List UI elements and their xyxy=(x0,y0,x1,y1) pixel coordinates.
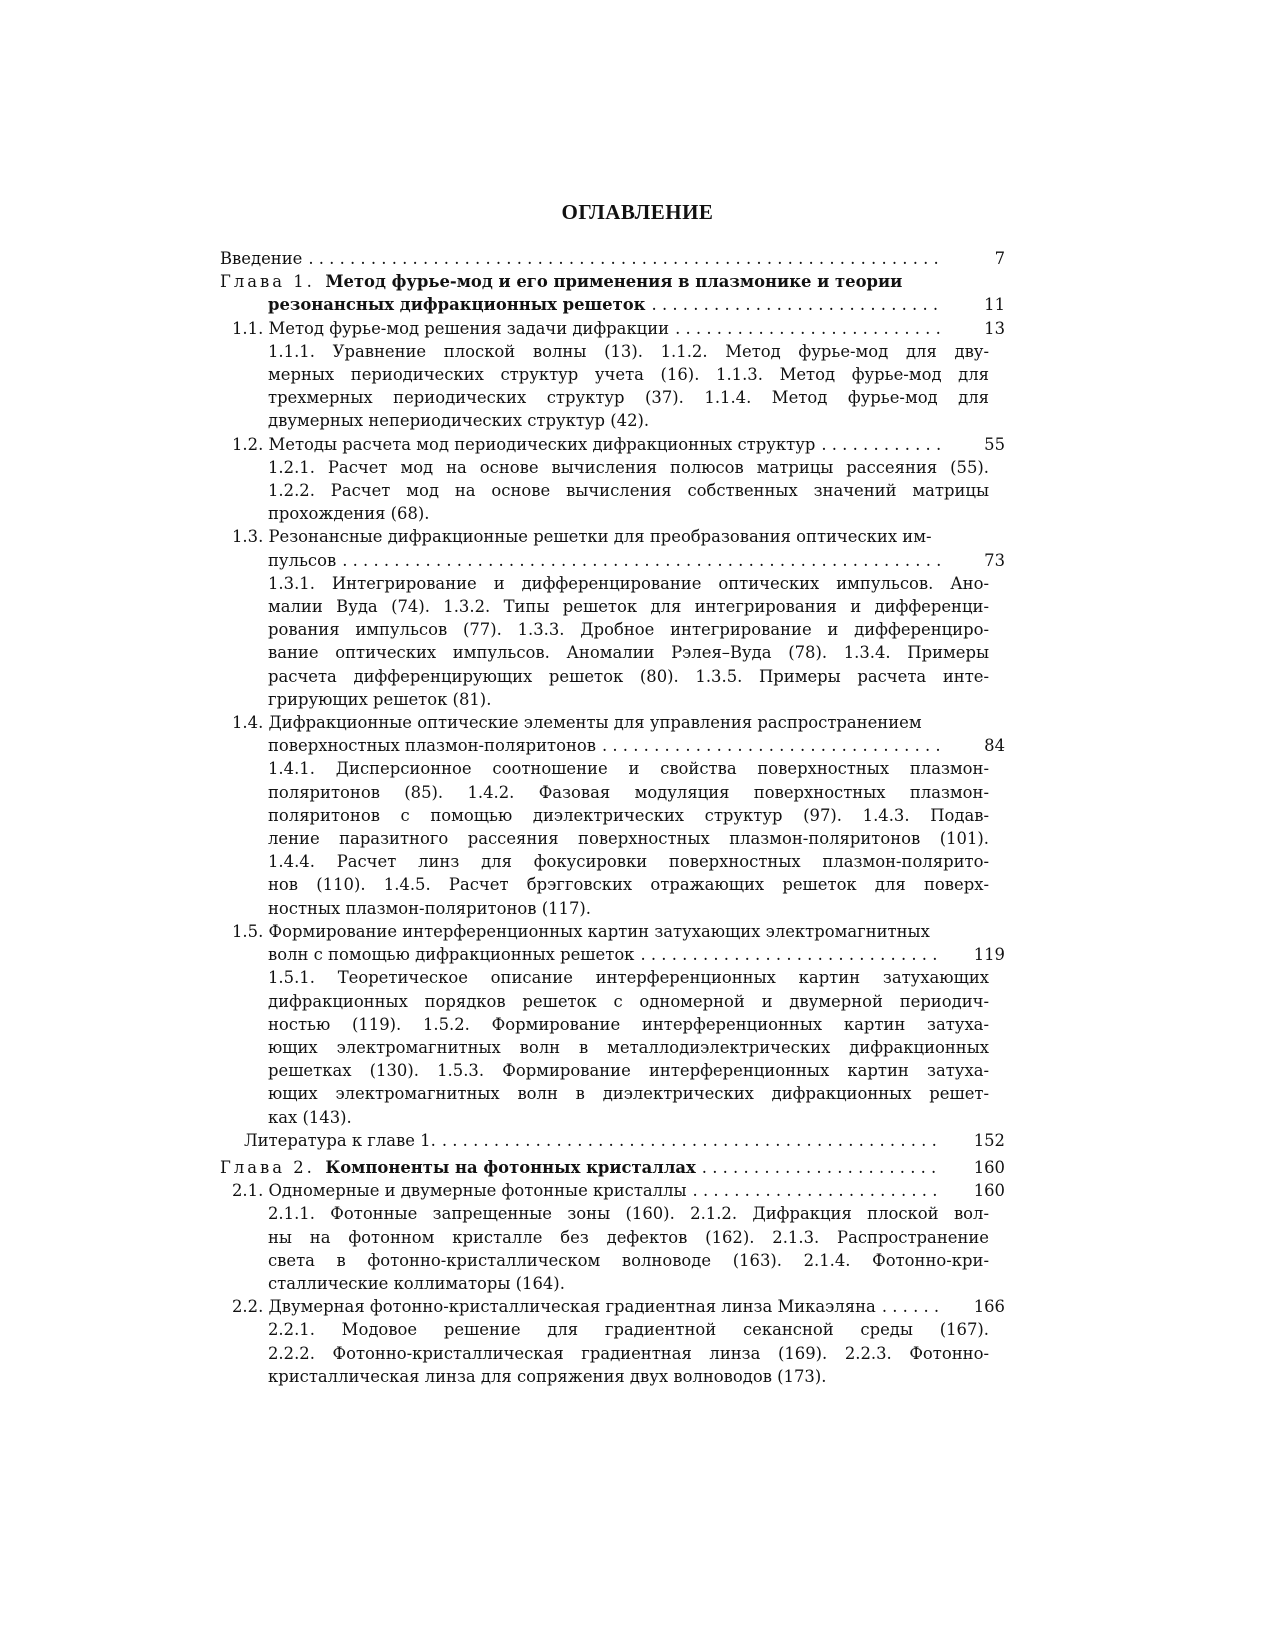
subsection-line: мерных периодических структур учета (16). 1.1.3. Метод фурье-мод для xyxy=(268,365,989,385)
section-title-line: 1.5. Формирование интерференционных картин затухающих электромагнитных xyxy=(232,921,930,941)
subsection-line: ющих электромагнитных волн в металлодиэлектрических дифракционных xyxy=(268,1037,989,1057)
chapter-title-line: резонансных дифракционных решеток xyxy=(268,295,646,315)
dot-leader xyxy=(693,1179,941,1202)
page-number: 160 xyxy=(973,1157,1005,1177)
subsection-line: нов (110). 1.4.5. Расчет брэгговских отражающих решеток для поверх- xyxy=(268,875,989,895)
dot-leader xyxy=(342,549,941,572)
page-number: 152 xyxy=(973,1130,1005,1150)
subsection-line: ках (143). xyxy=(268,1107,352,1127)
toc-section-1-1[interactable] xyxy=(220,317,1005,433)
subsection-line: малии Вуда (74). 1.3.2. Типы решеток для интегрирования и дифференци- xyxy=(268,597,989,617)
page-number: 55 xyxy=(984,434,1005,454)
subsection-line: 1.3.1. Интегрирование и дифференцирование оптических импульсов. Ано- xyxy=(268,573,989,593)
dot-leader xyxy=(675,317,941,340)
subsection-line: двумерных непериодических структур (42). xyxy=(268,411,650,431)
toc-chapter-1[interactable] xyxy=(220,270,1005,316)
subsection-line: света в фотонно-кристаллическом волноводе (163). 2.1.4. Фотонно-кри- xyxy=(268,1250,989,1270)
toc-chapter-2[interactable] xyxy=(220,1156,1005,1179)
subsection-line: поляритонов с помощью диэлектрических структур (97). 1.4.3. Подав- xyxy=(268,805,989,825)
section-title-line: поверхностных плазмон-поляритонов xyxy=(268,736,596,756)
table-of-contents xyxy=(220,247,1005,1388)
dot-leader xyxy=(821,433,941,456)
page-number: 119 xyxy=(973,945,1005,965)
page-title: ОГЛАВЛЕНИЕ xyxy=(561,200,714,224)
toc-section-1-3[interactable] xyxy=(220,525,1005,711)
subsection-line: поляритонов (85). 1.4.2. Фазовая модуляция поверхностных плазмон- xyxy=(268,782,989,802)
toc-section-2-1[interactable] xyxy=(220,1179,1005,1295)
subsection-line: ностных плазмон-поляритонов (117). xyxy=(268,898,592,918)
subsection-line: грирующих решеток (81). xyxy=(268,689,492,709)
subsection-line: прохождения (68). xyxy=(268,504,430,524)
page-number: 13 xyxy=(984,318,1005,338)
toc-entry-intro[interactable] xyxy=(220,247,1005,270)
toc-section-1-2[interactable] xyxy=(220,433,1005,526)
subsection-line: 2.1.1. Фотонные запрещенные зоны (160). 2.1.2. Дифракция плоской вол- xyxy=(268,1204,989,1224)
subsection-line: сталлические коллиматоры (164). xyxy=(268,1273,565,1293)
section-title: 2.2. Двумерная фотонно-кристаллическая градиентная линза Микаэляна xyxy=(232,1297,876,1317)
subsection-line: рования импульсов (77). 1.3.3. Дробное интегрирование и дифференциро- xyxy=(268,620,989,640)
subsection-line: кристаллическая линза для сопряжения двух волноводов (173). xyxy=(268,1366,827,1386)
subsection-line: 1.4.4. Расчет линз для фокусировки поверхностных плазмон-полярито- xyxy=(268,852,989,872)
dot-leader xyxy=(702,1156,941,1179)
page-number: 73 xyxy=(984,550,1005,570)
subsection-line: 2.2.2. Фотонно-кристаллическая градиентная линза (169). 2.2.3. Фотонно- xyxy=(268,1343,989,1363)
subsection-line: дифракционных порядков решеток с одномерной и двумерной периодич- xyxy=(268,991,989,1011)
dot-leader xyxy=(652,293,941,316)
dot-leader xyxy=(882,1295,941,1318)
subsection-line: расчета дифференцирующих решеток (80). 1.3.5. Примеры расчета инте- xyxy=(268,666,989,686)
section-title-line: 1.3. Резонансные дифракционные решетки для преобразования оптических им- xyxy=(232,527,932,547)
subsection-line: 1.2.2. Расчет мод на основе вычисления собственных значений матрицы xyxy=(268,481,989,501)
subsection-line: ющих электромагнитных волн в диэлектрических дифракционных решет- xyxy=(268,1084,989,1104)
chapter-title: Компоненты на фотонных кристаллах xyxy=(325,1157,696,1177)
section-title: 2.1. Одномерные и двумерные фотонные кристаллы xyxy=(232,1181,687,1201)
chapter-title-line: Метод фурье-мод и его применения в плазмонике и теории xyxy=(325,272,903,292)
subsection-line: 1.1.1. Уравнение плоской волны (13). 1.1.2. Метод фурье-мод для дву- xyxy=(268,341,989,361)
subsection-line: ление паразитного рассеяния поверхностных плазмон-поляритонов (101). xyxy=(268,829,989,849)
dot-leader xyxy=(640,943,941,966)
section-title: 1.2. Методы расчета мод периодических дифракционных структур xyxy=(232,434,816,454)
subsection-line: ны на фотонном кристалле без дефектов (162). 2.1.3. Распространение xyxy=(268,1227,989,1247)
subsection-line: вание оптических импульсов. Аномалии Рэлея–Вуда (78). 1.3.4. Примеры xyxy=(268,643,989,663)
subsection-line: ностью (119). 1.5.2. Формирование интерференционных картин затуха- xyxy=(268,1014,989,1034)
dot-leader xyxy=(602,734,941,757)
toc-entry-label: Введение xyxy=(220,249,303,268)
dot-leader xyxy=(308,247,941,270)
chapter-prefix: Глава 2. xyxy=(220,1157,315,1177)
subsection-line: 1.5.1. Теоретическое описание интерференционных картин затухающих xyxy=(268,968,989,988)
chapter-prefix: Глава 1. xyxy=(220,272,315,292)
subsection-line: 1.4.1. Дисперсионное соотношение и свойства поверхностных плазмон- xyxy=(268,759,989,779)
subsection-line: решетках (130). 1.5.3. Формирование интерференционных картин затуха- xyxy=(268,1061,989,1081)
page-number: 166 xyxy=(973,1297,1005,1317)
page-number: 84 xyxy=(984,736,1005,756)
section-title-line: волн с помощью дифракционных решеток xyxy=(268,945,635,965)
subsection-line: трехмерных периодических структур (37). 1.1.4. Метод фурье-мод для xyxy=(268,388,989,408)
page-number: 7 xyxy=(994,249,1005,268)
toc-section-1-5[interactable] xyxy=(220,920,1005,1129)
toc-section-1-4[interactable] xyxy=(220,711,1005,920)
section-title: 1.1. Метод фурье-мод решения задачи дифракции xyxy=(232,318,670,338)
toc-entry-references-ch1[interactable] xyxy=(220,1129,1005,1152)
page-number: 160 xyxy=(973,1181,1005,1201)
subsection-line: 1.2.1. Расчет мод на основе вычисления полюсов матрицы рассеяния (55). xyxy=(268,457,989,477)
dot-leader xyxy=(442,1129,941,1152)
section-title-line: 1.4. Дифракционные оптические элементы для управления распространением xyxy=(232,713,922,733)
page-number: 11 xyxy=(984,295,1005,315)
section-title-line: пульсов xyxy=(268,550,337,570)
toc-entry-label: Литература к главе 1. xyxy=(244,1130,436,1150)
subsection-line: 2.2.1. Модовое решение для градиентной секансной среды (167). xyxy=(268,1320,989,1340)
toc-section-2-2[interactable] xyxy=(220,1295,1005,1388)
